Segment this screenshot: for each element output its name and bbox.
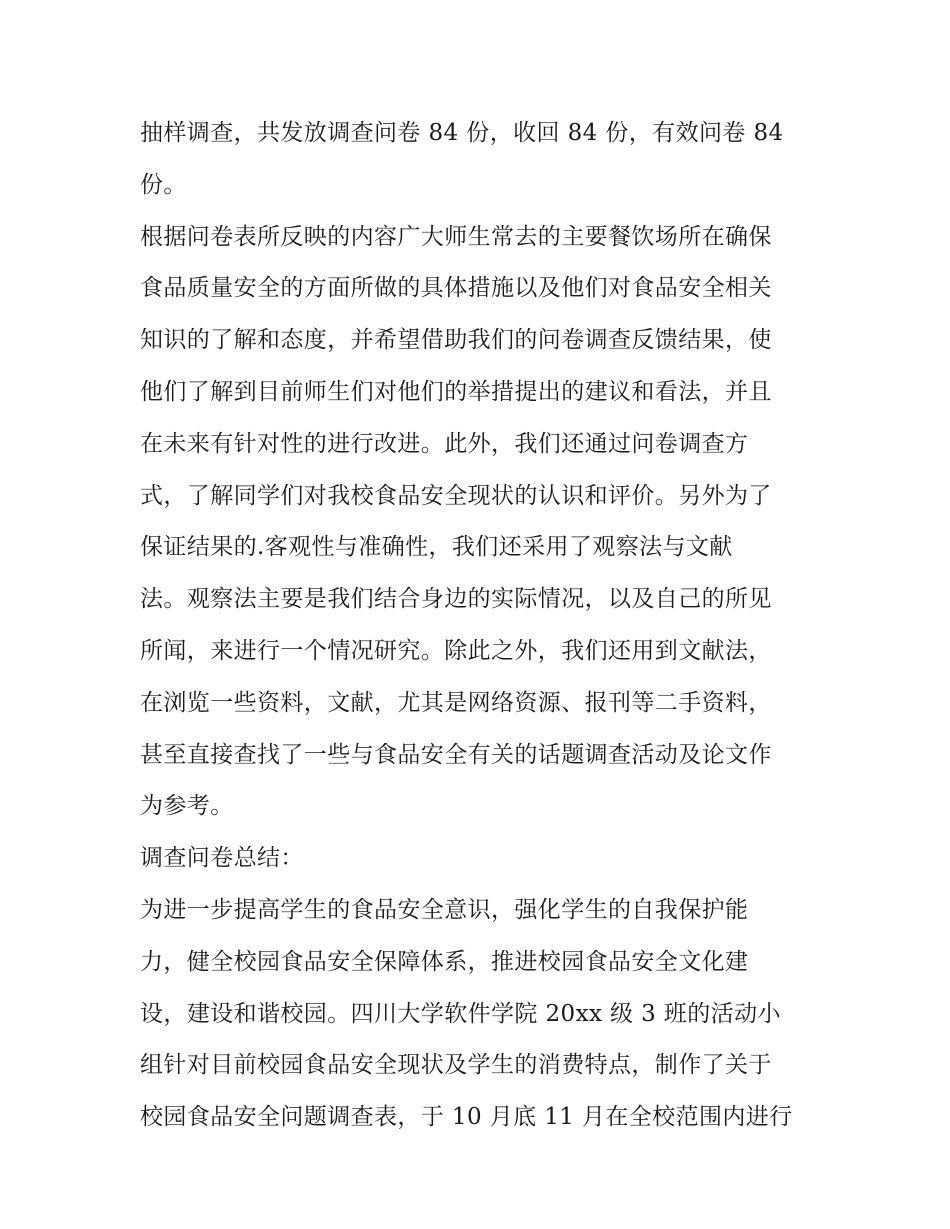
text-line: 组针对目前校园食品安全现状及学生的消费特点，制作了关于 <box>140 1052 772 1079</box>
text-line: 式，了解同学们对我校食品安全现状的认识和评价。另外为了 <box>140 482 772 509</box>
text-line: 抽样调查，共发放调查问卷 84 份，收回 84 份，有效问卷 84 <box>140 120 784 146</box>
text-line: 在浏览一些资料，文献，尤其是网络资源、报刊等二手资料， <box>140 689 772 716</box>
text-line: 为参考。 <box>140 793 234 820</box>
text-line: 食品质量安全的方面所做的具体措施以及他们对食品安全相关 <box>140 275 772 302</box>
text-line: 他们了解到目前师生们对他们的举措提出的建议和看法，并且 <box>140 378 772 405</box>
body-text <box>140 108 816 1144</box>
text-line: 所闻，来进行一个情况研究。除此之外，我们还用到文献法， <box>140 637 772 664</box>
text-line: 为进一步提高学生的食品安全意识，强化学生的自我保护能 <box>140 896 749 923</box>
text-line: 保证结果的.客观性与准确性，我们还采用了观察法与文献 <box>140 534 733 561</box>
text-line: 力，健全校园食品安全保障体系，推进校园食品安全文化建 <box>140 948 749 975</box>
text-line: 甚至直接查找了一些与食品安全有关的话题调查活动及论文作 <box>140 741 772 768</box>
text-line: 校园食品安全问题调查表，于 10 月底 11 月在全校范围内进行 <box>140 1104 793 1131</box>
text-line: 知识的了解和态度，并希望借助我们的问卷调查反馈结果，使 <box>140 327 772 354</box>
text-line: 法。观察法主要是我们结合身边的实际情况，以及自己的所见 <box>140 586 772 613</box>
section-heading: 调查问卷总结： <box>140 845 304 872</box>
text-line: 在未来有针对性的进行改进。此外，我们还通过问卷调查方 <box>140 430 749 457</box>
text-line: 份。 <box>140 171 187 198</box>
text-line: 根据问卷表所反映的内容广大师生常去的主要餐饮场所在确保 <box>140 223 772 250</box>
text-line: 设，建设和谐校园。四川大学软件学院 20xx 级 3 班的活动小 <box>140 1000 781 1027</box>
